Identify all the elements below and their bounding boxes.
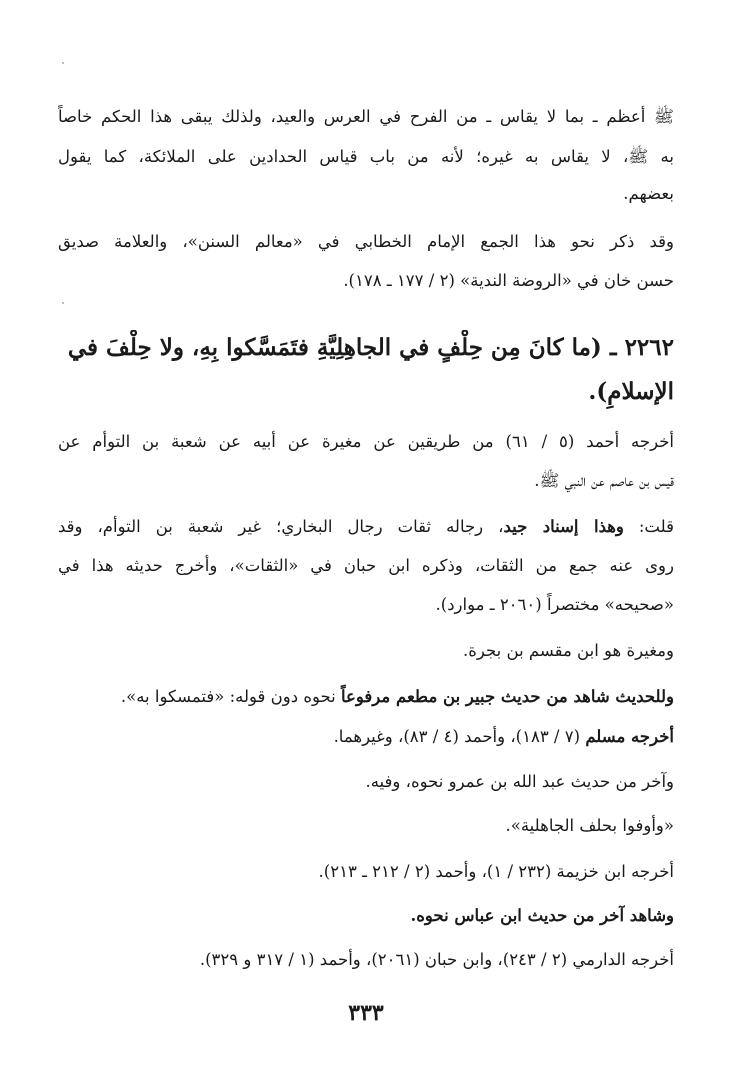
- para1-line3: بعضهم.: [623, 184, 674, 203]
- shahid2-line: وشاهد آخر من حديث ابن عباس نحوه.: [410, 906, 674, 925]
- muslim-bold: أخرجه مسلم: [585, 727, 674, 746]
- shahid1-bold: وللحديث شاهد من حديث جبير بن مطعم مرفوعاً: [341, 687, 674, 706]
- hadith-heading-line1: ٢٢٦٢ ـ (ما كانَ مِن حِلْفٍ في الجاهِلِيَّةِ فتَمَسَّكوا بِهِ، ولا حِلْفَ في: [67, 334, 674, 361]
- darimi-line: أخرجه الدارمي (٢ / ٢٤٣)، وابن حبان (٢٠٦١)، وأحمد (١ / ٣١٧ و ٣٢٩).: [199, 950, 674, 969]
- para1-line1: ﷺ أعظم ـ بما لا يقاس ـ من الفرح في العرس والعيد، ولذلك يبقى هذا الحكم خاصاً: [58, 107, 674, 126]
- muslim-line: [58, 723, 674, 751]
- muslim-rest: (٧ / ١٨٣)، وأحمد (٤ / ٨٣)، وغيرهما.: [333, 727, 586, 746]
- awfu-line: «وأوفوا بحلف الجاهلية».: [505, 816, 674, 835]
- mughira-line: ومغيرة هو ابن مقسم بن بجرة.: [463, 641, 674, 660]
- comment-rest: ، رجاله ثقات رجال البخاري؛ غير شعبة بن التوأم، وقد: [58, 517, 504, 536]
- takhrij-line1: أخرجه أحمد (٥ / ٦١) من طريقين عن مغيرة عن أبيه عن شعبة بن التوأم عن: [58, 432, 674, 451]
- para2-line1: وقد ذكر نحو هذا الجمع الإمام الخطابي في «معالم السنن»، والعلامة صديق: [58, 232, 674, 251]
- comment-line1: [58, 513, 674, 541]
- comment-prefix: قلت:: [623, 517, 674, 536]
- scan-speck: [62, 302, 64, 304]
- khuzayma-line: أخرجه ابن خزيمة (٢٣٢ / ١)، وأحمد (٢ / ٢١٢ ـ ٢١٣).: [318, 862, 674, 881]
- comment-line3: «صحيحه» مختصراً (٢٠٦٠ ـ موارد).: [435, 595, 674, 614]
- hadith-heading-line2: الإسلامِ).: [588, 378, 674, 405]
- comment-line2: روى عنه جمع من الثقات، وذكره ابن حبان في «الثقات»، وأخرج حديثه هذا في: [58, 556, 674, 575]
- para2-line2: حسن خان في «الروضة الندية» (٢ / ١٧٧ ـ ١٧٨).: [343, 271, 674, 290]
- shahid1-rest: نحوه دون قوله: «فتمسكوا به».: [120, 687, 341, 706]
- comment-bold: وهذا إسناد جيد: [503, 517, 624, 536]
- takhrij-line2: قيس بن عاصم عن النبي ﷺ.: [534, 471, 674, 490]
- shahid1-line: [58, 683, 674, 711]
- para1-line2: به ﷺ، لا يقاس به غيره؛ لأنه من باب قياس الحدادين على الملائكة، كما يقول: [58, 147, 674, 166]
- scan-speck: [62, 62, 64, 64]
- page-number: ٣٣٣: [348, 1000, 384, 1026]
- akhar-line: وآخر من حديث عبد الله بن عمرو نحوه، وفيه.: [365, 772, 674, 791]
